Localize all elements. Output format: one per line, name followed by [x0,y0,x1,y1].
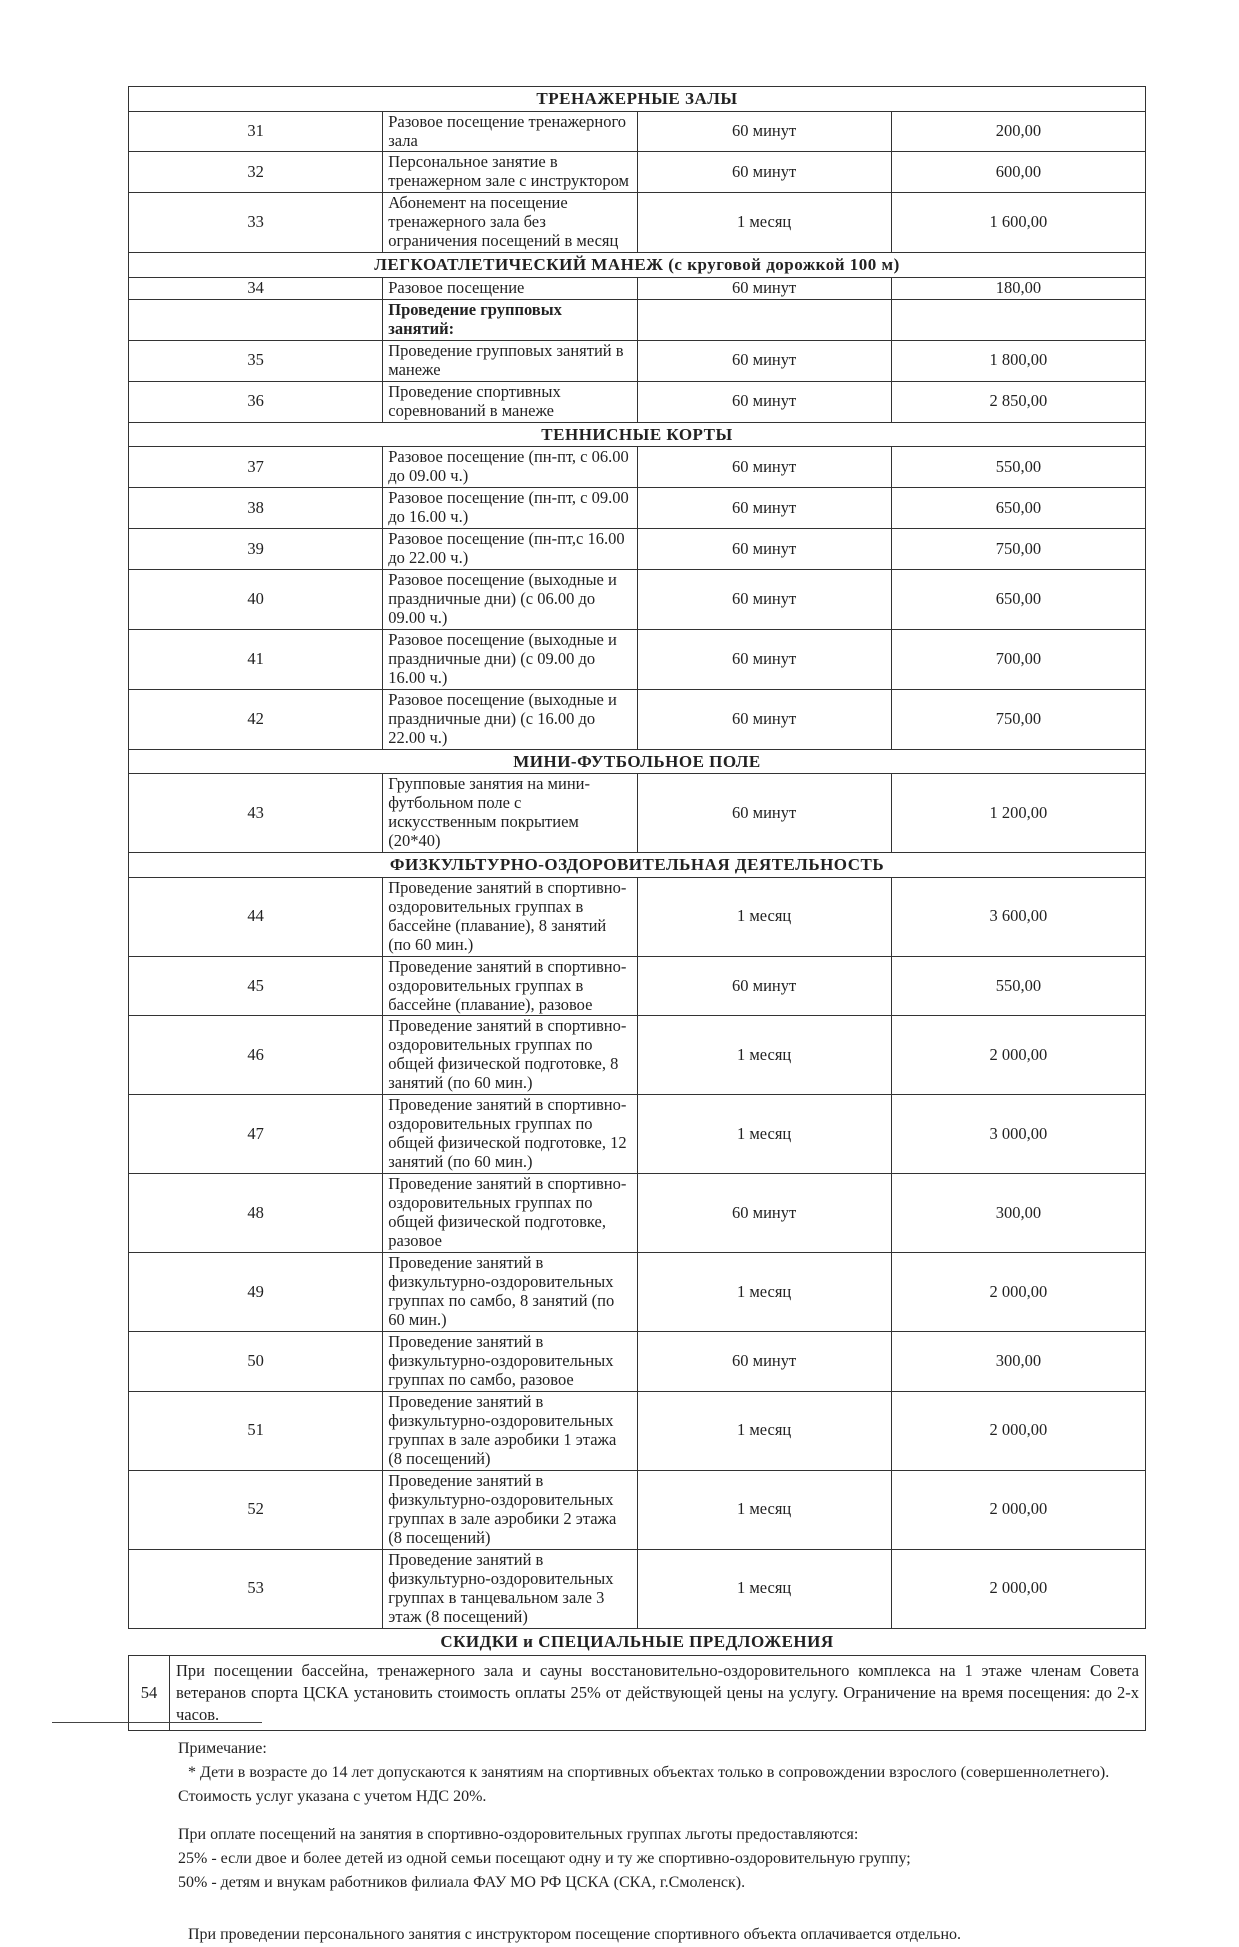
table-row [129,1470,1146,1549]
row-price: 700,00 [891,629,1145,689]
row-number: 31 [129,111,383,152]
row-description: Разовое посещение [383,277,637,299]
section-header [129,87,1146,112]
row-unit: 1 месяц [637,1391,891,1470]
row-price: 1 800,00 [891,340,1145,381]
row-number: 40 [129,570,383,630]
discount-row-text: При посещении бассейна, тренажерного зала и сауны восстановительно-оздоровительного комплекса на 1 этаже членам Совета ветеранов спорта ЦСКА установить стоимость оплаты 25% от действующей цены на услугу. Ограничение на время посещения: до 2-х часов. [170,1655,1146,1731]
row-description: Разовое посещение (выходные и праздничные дни) (с 06.00 до 09.00 ч.) [383,570,637,630]
row-description: Персональное занятие в тренажерном зале с инструктором [383,152,637,193]
row-price: 2 000,00 [891,1016,1145,1095]
section-title: ЛЕГКОАТЛЕТИЧЕСКИЙ МАНЕЖ (с круговой дорожкой 100 м) [129,253,1146,278]
section-header [129,853,1146,878]
row-unit: 60 минут [637,111,891,152]
row-price: 1 200,00 [891,774,1145,853]
row-unit: 60 минут [637,629,891,689]
row-number: 47 [129,1095,383,1174]
table-row [129,956,1146,1016]
row-unit: 1 месяц [637,877,891,956]
row-price: 1 600,00 [891,193,1145,253]
discount-table [128,1655,1146,1732]
table-row [129,1331,1146,1391]
row-number: 49 [129,1253,383,1332]
row-price: 600,00 [891,152,1145,193]
row-number: 50 [129,1331,383,1391]
row-unit: 60 минут [637,570,891,630]
row-price: 650,00 [891,570,1145,630]
row-description: Абонемент на посещение тренажерного зала без ограничения посещений в месяц [383,193,637,253]
row-price: 650,00 [891,488,1145,529]
row-price: 2 000,00 [891,1391,1145,1470]
row-number: 53 [129,1549,383,1628]
row-description: Проведение занятий в физкультурно-оздоровительных группах в танцевальном зале 3 этаж (8 посещений) [383,1549,637,1628]
price-table [128,86,1146,1629]
row-unit: 60 минут [637,529,891,570]
row-price: 200,00 [891,111,1145,152]
row-number: 34 [129,277,383,299]
children-note: * Дети в возрасте до 14 лет допускаются к занятиям на спортивных объектах только в сопровождении взрослого (совершеннолетнего). [188,1764,1110,1782]
table-row [129,1016,1146,1095]
row-description: Разовое посещение тренажерного зала [383,111,637,152]
price-table-body [129,87,1146,1629]
row-price: 2 000,00 [891,1470,1145,1549]
row-description: Проведение занятий в спортивно-оздоровительных группах по общей физической подготовке, разовое [383,1174,637,1253]
row-price: 3 600,00 [891,877,1145,956]
section-title: ФИЗКУЛЬТУРНО-ОЗДОРОВИТЕЛЬНАЯ ДЕЯТЕЛЬНОСТЬ [129,853,1146,878]
row-number: 36 [129,381,383,422]
section-header [129,253,1146,278]
row-unit: 60 минут [637,447,891,488]
row-price: 300,00 [891,1174,1145,1253]
table-row [129,629,1146,689]
row-price: 750,00 [891,529,1145,570]
discount-row [129,1655,1146,1731]
table-row [129,447,1146,488]
table-row [129,1174,1146,1253]
table-row [129,774,1146,853]
row-unit: 60 минут [637,340,891,381]
section-title: ТРЕНАЖЕРНЫЕ ЗАЛЫ [129,87,1146,112]
row-number: 44 [129,877,383,956]
row-price: 550,00 [891,447,1145,488]
table-row [129,689,1146,749]
row-description: Проведение занятий в спортивно-оздоровительных группах по общей физической подготовке, 12 занятий (по 60 мин.) [383,1095,637,1174]
row-number: 46 [129,1016,383,1095]
row-unit: 1 месяц [637,1470,891,1549]
row-price: 300,00 [891,1331,1145,1391]
row-number: 37 [129,447,383,488]
row-unit: 60 минут [637,488,891,529]
row-number: 41 [129,629,383,689]
row-number: 42 [129,689,383,749]
row-unit [637,299,891,340]
row-description: Разовое посещение (пн-пт, с 09.00 до 16.00 ч.) [383,488,637,529]
row-description: Проведение занятий в спортивно-оздоровительных группах в бассейне (плавание), 8 занятий (по 60 мин.) [383,877,637,956]
row-unit: 1 месяц [637,1095,891,1174]
row-unit: 60 минут [637,1331,891,1391]
row-description: Проведение занятий в физкультурно-оздоровительных группах по самбо, разовое [383,1331,637,1391]
section-title: МИНИ-ФУТБОЛЬНОЕ ПОЛЕ [129,749,1146,774]
table-row [129,529,1146,570]
row-price [891,299,1145,340]
row-price: 2 850,00 [891,381,1145,422]
row-unit: 60 минут [637,277,891,299]
section-header [129,749,1146,774]
table-row [129,277,1146,299]
row-number: 45 [129,956,383,1016]
row-number [129,299,383,340]
row-unit: 60 минут [637,381,891,422]
row-unit: 1 месяц [637,1016,891,1095]
table-row [129,340,1146,381]
table-row [129,1095,1146,1174]
row-number: 51 [129,1391,383,1470]
row-description: Проведение спортивных соревнований в манеже [383,381,637,422]
table-row [129,193,1146,253]
row-number: 35 [129,340,383,381]
row-description: Проведение занятий в физкультурно-оздоровительных группах в зале аэробики 2 этажа (8 посещений) [383,1470,637,1549]
row-number: 32 [129,152,383,193]
row-description: Разовое посещение (выходные и праздничные дни) (с 09.00 до 16.00 ч.) [383,629,637,689]
row-unit: 60 минут [637,689,891,749]
table-row [129,152,1146,193]
row-description: Проведение групповых занятий: [383,299,637,340]
row-price: 2 000,00 [891,1253,1145,1332]
footnote-rule [52,1722,262,1723]
table-row [129,1253,1146,1332]
row-unit: 60 минут [637,956,891,1016]
row-price: 2 000,00 [891,1549,1145,1628]
row-unit: 60 минут [637,152,891,193]
benefit-1: 25% - если двое и более детей из одной семьи посещают одну и ту же спортивно-оздоровительную группу; [178,1850,911,1868]
row-description: Групповые занятия на мини-футбольном поле с искусственным покрытием (20*40) [383,774,637,853]
table-row [129,381,1146,422]
row-number: 48 [129,1174,383,1253]
row-unit: 1 месяц [637,1549,891,1628]
row-description: Проведение занятий в физкультурно-оздоровительных группах в зале аэробики 1 этажа (8 посещений) [383,1391,637,1470]
row-price: 550,00 [891,956,1145,1016]
row-unit: 60 минут [637,774,891,853]
instructor-note: При проведении персонального занятия с инструктором посещение спортивного объекта оплачивается отдельно. [188,1926,961,1944]
row-description: Проведение занятий в спортивно-оздоровительных группах в бассейне (плавание), разовое [383,956,637,1016]
row-unit: 1 месяц [637,193,891,253]
row-unit: 60 минут [637,1174,891,1253]
table-row [129,1549,1146,1628]
row-price: 750,00 [891,689,1145,749]
table-row [129,299,1146,340]
table-row [129,1391,1146,1470]
row-description: Разовое посещение (выходные и праздничные дни) (с 16.00 до 22.00 ч.) [383,689,637,749]
row-price: 180,00 [891,277,1145,299]
row-number: 43 [129,774,383,853]
section-title: ТЕННИСНЫЕ КОРТЫ [129,422,1146,447]
table-row [129,111,1146,152]
row-number: 33 [129,193,383,253]
row-number: 52 [129,1470,383,1549]
notes-heading: Примечание: [178,1740,267,1758]
row-unit: 1 месяц [637,1253,891,1332]
row-number: 39 [129,529,383,570]
row-description: Разовое посещение (пн-пт, с 06.00 до 09.00 ч.) [383,447,637,488]
row-description: Проведение групповых занятий в манеже [383,340,637,381]
price-list-page [128,86,1146,1947]
section-header [129,422,1146,447]
row-price: 3 000,00 [891,1095,1145,1174]
table-row [129,488,1146,529]
benefits-intro: При оплате посещений на занятия в спортивно-оздоровительных группах льготы предоставляются: [178,1826,859,1844]
notes-section [128,1737,1146,1947]
vat-note: Стоимость услуг указана с учетом НДС 20%. [178,1788,487,1806]
discount-row-number: 54 [129,1655,170,1731]
table-row [129,877,1146,956]
row-description: Проведение занятий в физкультурно-оздоровительных группах по самбо, 8 занятий (по 60 мин.) [383,1253,637,1332]
row-description: Проведение занятий в спортивно-оздоровительных группах по общей физической подготовке, 8 занятий (по 60 мин.) [383,1016,637,1095]
row-number: 38 [129,488,383,529]
table-row [129,570,1146,630]
discount-section [128,1629,1146,1732]
row-description: Разовое посещение (пн-пт,с 16.00 до 22.00 ч.) [383,529,637,570]
benefit-2: 50% - детям и внукам работников филиала ФАУ МО РФ ЦСКА (СКА, г.Смоленск). [178,1874,746,1892]
discount-title: СКИДКИ и СПЕЦИАЛЬНЫЕ ПРЕДЛОЖЕНИЯ [440,1631,834,1651]
